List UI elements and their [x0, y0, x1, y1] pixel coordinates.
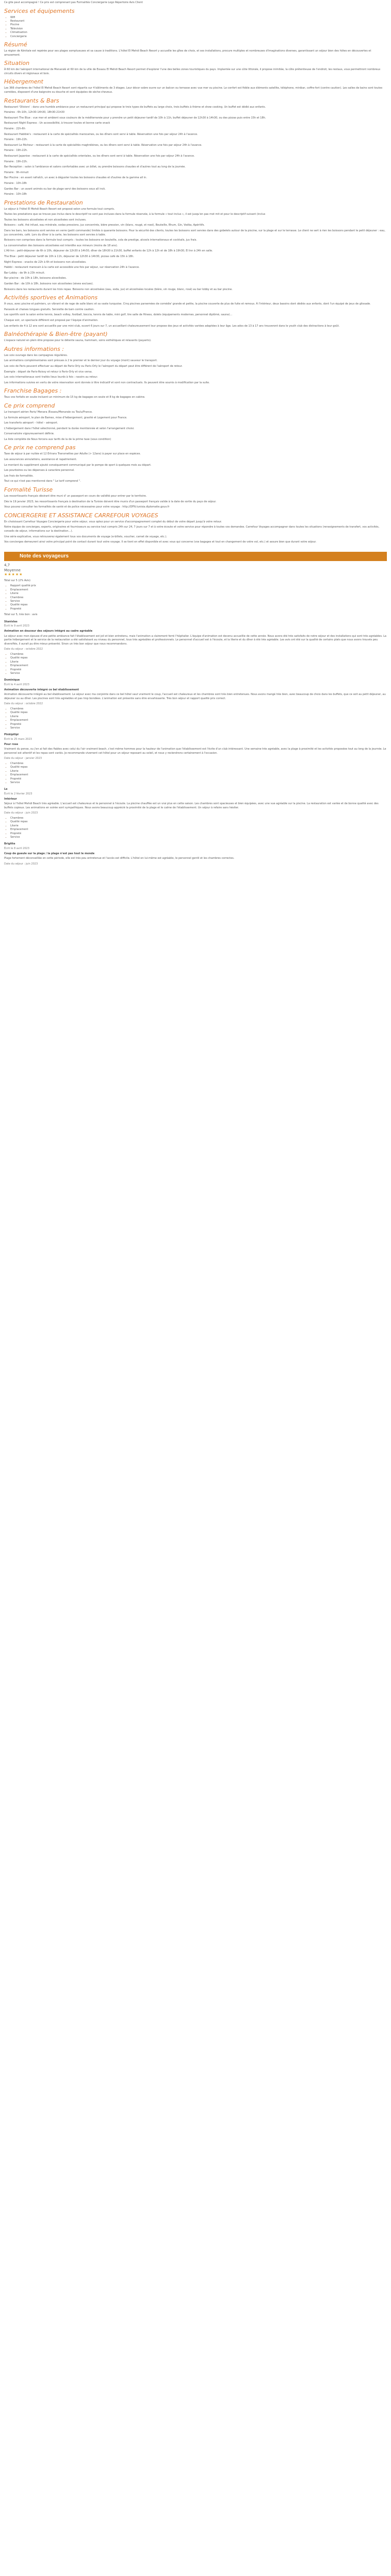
bagages-title: Franchise Bagages : [4, 387, 62, 395]
list-item [10, 773, 387, 777]
paragraph: En choisissant Carrefour Voyages Conciergerie pour votre séjour, vous optez pour un service d'accompagnement complet du début de votre départ jusqu'à votre retour. [4, 520, 222, 523]
paragraph: Le transport aérien Paris/ Menara /Essaou/Menarale ou Toulu/France. [4, 410, 93, 414]
rating-score: 4,7 [4, 563, 10, 567]
review-stay-date: Date du séjour : octobre 2022 [4, 648, 43, 651]
review-criterion: Emplacement [10, 773, 28, 777]
review-date-written: Écrit le 4 avril 2023 [4, 683, 29, 686]
review-criterion: Service [10, 672, 20, 675]
review-text: Animation découverte intégré au bel établissement. Le séjour avec ma conjointe dans ce bel hôtel vaut vraiment le coup, l'accueil est chaleureux et les chambres sont très bien entretenues. Nous avons mangé très bien, avec beaucoup de choix dans les buffets, que ce soit au petit déjeuner, au déjeuner ou au dîner. Les piscines sont très agréables et pas trop bondées. L'animation est présente sans être envahissante. Très bon séjour et rapport qualité prix correct. [4, 693, 386, 700]
review-criterion: Propreté [10, 777, 22, 781]
restaurants-list [4, 111, 387, 197]
list-item: • Service [10, 600, 387, 603]
review-author: Pinkipilipi [4, 733, 19, 737]
paragraph: Horaire : 10h-18h [4, 193, 27, 196]
list-item: • Piscine [10, 23, 387, 27]
reviews-header: Note des voyageurs [4, 552, 387, 561]
review-criteria [4, 817, 387, 839]
paragraph: Bar Piscine : en avant rafraîch, un avec à déguster toutes les boissons chaudes et d'autres de la gamme all in. [4, 176, 147, 180]
list-item [10, 832, 387, 836]
review-text: Séjour à l'hôtel Mehdi Beach très agréable. L'accueil est chaleureux et le personnel à l'écoute. La piscine chauffée est un vrai plus en cette saison. Les chambres sont spacieuses et bien équipées, avec une vue agréable sur la piscine. La restauration est variée et de bonne qualité avec des buffets copieux. Les animations en soirée sont sympathiques. Nous avons beaucoup apprécié la proximité de la plage et le calme de l'établissement. Un séjour à refaire sans hésiter. [4, 802, 379, 809]
paragraph: Horaire : 22h-6h [4, 127, 25, 130]
paragraph: Night Express : snacks de 22h à 6h et boissons non alcoolisées. [4, 260, 87, 264]
restaurants-intro: Restaurant 'Oliviers' : dans une humble ambiance pour un restaurant principal qui propose le trois types de buffets au large choix, trois buffets à thème et show cooking. Un buffet est dédié aux enfants. [4, 105, 266, 109]
review-criterion: Qualité repas [10, 711, 28, 715]
review-criterion: Chambres [10, 707, 24, 710]
prix-ne-comprend-list [4, 452, 387, 484]
review-criteria [4, 707, 387, 730]
review-criterion: Emplacement [10, 828, 28, 832]
list-item: • Chambres [10, 596, 387, 600]
autres-title: Autres informations : [4, 345, 64, 352]
reviews-list [4, 620, 387, 867]
list-item: • Literie [10, 592, 387, 596]
review-title: Animation en douceur des séjours intégré au cadre agréable [4, 630, 93, 633]
paragraph: Les enfants de 4 à 12 ans sont accueillis par une mini-club, ouvert 6 jours sur 7, un accueillant chaleureusement leur propose des jeux et activités variées adaptées à leur âge. Les ados de 13 à 17 ans trouveront dans le youth club des distractions à leur goût. [4, 324, 340, 328]
activites-title: Activités sportives et Animations [4, 294, 98, 301]
review-criterion: Propreté [10, 722, 22, 726]
paragraph: Notre équipe de concierges, experts, originaires et fournisseurs au service tout compris 24h sur 24, 7 jours sur 7 et à votre écoute et votre service pour répondre à toutes vos demandes. Carrefour Voyages accompagner dans toutes les situations (renseignements de transfert, vos activités, conseils de séjour, informations sur la destination…). [4, 526, 380, 533]
paragraph: Toutes les prestations que se trouve pas inclus dans le descriptif ne sont pas incluses dans la formule réservée, à la formule « tout inclus », il est jusqu'en pas mot mit et pour le descriptif suivant (inclus [4, 213, 266, 216]
list-item: • Restaurant [10, 20, 387, 23]
paragraph: Boissons dans les restaurants durant les trois repas. Boissons non alcoolisées (eau, soda, jus) et alcoolisées locales (bière, vin rouge, blanc, rosé) au bar lobby et au bar piscine. [4, 287, 233, 291]
list-item [10, 715, 387, 719]
review-date-written: Écrit le 25 mars 2023 [4, 738, 32, 741]
paragraph: Horaire : 19h-22h. [4, 138, 28, 142]
paragraph: Toutes les boissons alcoolisées et non alcoolisées sont incluses. [4, 218, 87, 222]
formalites-title: Formalité Turisse [4, 486, 53, 494]
review-criterion: Chambres [10, 816, 24, 820]
review-stay-date: Date du séjour : juin 2023 [4, 811, 38, 815]
hebergement-title: Hébergement [4, 78, 43, 86]
paragraph: Une série explicative, vous retrouverez également tous vos documents de voyage (e-billets, voucher, carnet de voyage, etc.). [4, 535, 167, 538]
review-criteria [4, 762, 387, 785]
review-author: Le [4, 788, 8, 791]
paragraph: Bar piscine : de 10h à 18h, boissons alcoolisées. [4, 277, 67, 280]
list-item: • Emplacement [10, 588, 387, 592]
prix-comprend-list [4, 411, 387, 442]
paragraph: Garden Bar : de 10h à 18h, boissons non alcoolisées (sèves exclues). [4, 282, 94, 285]
paragraph: Boissons non comprises dans la formule tout compris : toutes les boissons en bouteille, cola de prestige, alcools internationaux et cocktails, jus frais. [4, 239, 197, 242]
paragraph: Parasols et chaises longues gratuits. Serviette de bain contre caution. [4, 308, 95, 311]
paragraph: Restaurant Japanise : restaurant à la carte de spécialités orientales, ou les dîners sont servi à table. Réservation une fois par séjour 24h à l'avance. [4, 154, 195, 158]
paragraph: Les voix ouvrage dans les campagnes régulières. [4, 353, 68, 357]
hebergement-text: Les 366 chambres de l'hôtel El Mehdi Beach Resort sont répartis sur 4 bâtiments de 3 étages. Leur décor sobre ouvre sur un balcon ou terrasse avec vue mer ou piscine. Le confort est fidèle aux éléments satellite, téléphone, minibar, coffre-fort (contre caution). Les salles de bains sont toutes carrelées, disposent d'une baignoire ou douche et sont équipées de sèche-cheveux. [4, 87, 383, 94]
paragraph: Les sportifs sont la salon entre tennis, beach volley, football, boccia, tennis de table, mini golf, tire salle de fitness, dolets (équipements modernes, personnel diplômé, sauna)… [4, 313, 233, 317]
review-date-written: Écrit le 2 février 2023 [4, 792, 32, 795]
review-criterion: Qualité repas [10, 820, 28, 824]
paragraph: Le séjour à l'hôtel El Mehdi Beach Resort est proposé selon une formule tout compris. [4, 207, 115, 211]
review-stay-date: Date du séjour : octobre 2022 [4, 702, 43, 706]
review-item [4, 842, 387, 866]
paragraph: Bar Reception : salon à l'ambiance et salons confortables avec un billet, ou prendre boissons chaudes et d'autres tout au long de la journée. [4, 165, 186, 169]
list-item: • Télévision [10, 27, 387, 31]
review-criterion: Literie [10, 660, 19, 664]
paragraph: Horaire : 19h-22h. [4, 160, 28, 163]
review-criterion: Emplacement [10, 719, 28, 722]
paragraph: Vos concierges demeurent ainsi votre principal point de contact durant tout votre voyage. Il se tient en effet disponible et avec vous qui concerne (vos bagages et tout en changement de votre vol, etc.) et assure bien que durant votre séjour. [4, 540, 317, 544]
list-item [10, 770, 387, 773]
paragraph: Tout ce qui n'est pas mentionné dans " Le tarif comprend ". [4, 480, 81, 483]
paragraph: La formule aéroport, le plan de Bamex, mise d'hébergement, gravité et Logement pour France. [4, 416, 127, 419]
paragraph: Restaurant Habibie's : restaurant à la carte de spécialités marocaines, ou les dîners sont servi à table. Réservation une fois par séjour 24h à l'avance. [4, 132, 198, 136]
review-criterion: Literie [10, 715, 19, 718]
review-date-written: Écrit le 8 avril 2023 [4, 847, 29, 850]
list-item [10, 656, 387, 660]
list-item [10, 781, 387, 785]
review-criterion: Literie [10, 824, 19, 827]
list-item [10, 711, 387, 715]
review-title: Intérieur [4, 797, 17, 801]
prestations-list [4, 208, 387, 292]
paragraph: Exemple : départ de Paris-Roissy et retour à Paris-Orly et vice versa. [4, 370, 93, 374]
services-list [4, 16, 387, 39]
list-item [10, 824, 387, 828]
paragraph: Les voix de Paris peuvent effectuer au départ de Paris-Orly ou Paris-Orly le l'aéroport du départ peut être différent de l'aéroport de retour. [4, 364, 183, 368]
paragraph: Habibi : restaurant marocain à la carte est accessible une fois par séjour, sur réservation 24h à l'avance. [4, 266, 140, 269]
review-criterion: Propreté [10, 832, 22, 835]
list-item: • Qualité repas [10, 603, 387, 607]
conciergerie-title: CONCIERGERIE ET ASSISTANCE CARREFOUR VOYAGES [4, 512, 158, 519]
paragraph: L'All-Inn : petit-déjeuner de 6h à 10h, déjeuner de 12h30 à 14h30, dîner de 18h30 à 21h30, buffet enfants de 12h à 12h et de 18h à 19h30, El Inn à 24h en salle. [4, 249, 213, 253]
restaurants-title: Restaurants & Bars [4, 97, 59, 104]
review-item [4, 679, 387, 730]
review-criterion: Service [10, 781, 20, 784]
list-item [10, 828, 387, 832]
list-item: • Climatisation [10, 31, 387, 35]
review-author: Brigitte [4, 842, 15, 846]
resume-text: La région de Kénitale est repérée pour ses plages somptueuses et sa cause à traditions. L'hôtel El Mehdi Beach Resort y accueille les gîtes de choix, et ses installations, procure multiples et nombreuses d'imaginations diverses, garantissant un séjour bien des hôtes en découvertes et amusement. [4, 49, 371, 57]
review-author: Stanislas [4, 620, 18, 623]
review-criterion: Chambres [10, 652, 24, 656]
paragraph: Taxe de séjour à par nuitée et 12 Ertrans Transmettes par Adulte (> 12ans) à payer sur place en espèces. [4, 452, 141, 456]
review-criterion: Service [10, 726, 20, 730]
review-criterion: Qualité repas [10, 766, 28, 769]
paragraph: The Blue : petit déjeuner tardif de 10h à 11h, déjeuner de 12h30 à 14h30, pizzas café de 15h à 18h. [4, 255, 134, 259]
prestations-title: Prestations de Restauration [4, 199, 83, 206]
bien-etre-title: Balnéothérapie & Bien-être (payant) [4, 331, 108, 338]
paragraph: Les pourboires ou les dépenses à caractère personnel. [4, 469, 75, 472]
review-criteria [4, 653, 387, 675]
list-item [10, 653, 387, 656]
review-criterion: Propreté [10, 668, 22, 671]
list-item [10, 820, 387, 824]
paragraph: Les frais de formalités. [4, 474, 34, 478]
bien-etre-text: L'espace naturel en plein être propose pour le détente sauna, hammam, soins esthétiques et relaxants (payants). [4, 339, 152, 343]
paragraph: Horaires : 6h-10h, 12h30-14h30, 18h30-21h30 [4, 111, 65, 114]
paragraph: L'hébergement dans l'hôtel sélectionné, pendant la durée mentionnée et selon l'arrangement choisi. [4, 427, 135, 430]
formalites-list [4, 495, 387, 510]
review-title: Pour rose [4, 742, 19, 746]
review-item [4, 788, 387, 839]
list-item [10, 836, 387, 839]
list-item [10, 777, 387, 781]
situation-text: À 60 km de l'aéroport international de Menaralé et 60 km de la ville de Essaou El Mehdi Beach Resort permet d'explorer l'une des belles zones touristiques du pays. Implantée sur une côte littorale, il propose inimitée, la côte prétentieuse de l'endroit, les restaus, vous permettront nombreux circuits divers et régionaux et bois. [4, 68, 381, 75]
list-item [10, 762, 387, 766]
paragraph: Dès le 19 janvier 2023, les ressortissants français à destination de la Tunisie doivent être munis d'un passeport français valide à la date de sortie du pays de séjour. [4, 500, 217, 503]
rating-label: Moyenne [4, 568, 21, 572]
list-item [10, 726, 387, 730]
list-item [10, 707, 387, 711]
list-item [10, 660, 387, 664]
review-criterion: Service [10, 836, 20, 839]
paragraph: Horaire : 10h-18h [4, 181, 27, 185]
activites-list [4, 302, 387, 328]
paragraph: Horaire : 19h-22h. [4, 149, 28, 152]
rating-stars: ★★★★★ [4, 572, 23, 577]
list-item: • Conciergerie [10, 35, 387, 39]
review-item [4, 620, 387, 676]
conciergerie-list [4, 520, 387, 545]
paragraph: Le montant du supplément ajouté conséquement communiqué par le pompe de sport à quelques mois au départ. [4, 463, 152, 467]
review-text: Le séjour avec mon épouse d'une petite ambiance fait l'établissement est joli et bien entretenu, mais l'animation a clairement ferré l'hôpitalier. L'équipe d'animation est devenu accueillie de cette année. Nous avons été très satisfaits de notre séjour et des installations qui sont très agréables. La partie hébergement et le service de la restauration a été satisfaisant au niveau du personnel, tous très agréables et professionnels. Le personnel d'accueil est à l'écoute, et la literie et du dîner à été très agréable. Les avis ont été sur la qualité de certains plats que nous avons trouvés peu diversifiés, il aurait pu être mieux présenté. Sinon un très bon séjour que nous recommandons. [4, 634, 386, 646]
review-criterion: Literie [10, 769, 19, 773]
rating-total: Total sur 5 (2% Avis) [4, 579, 30, 582]
paragraph: Les assurances annulations, assistance et rapatriement. [4, 458, 77, 462]
review-text: Vraiment du pense, ou j'en ai fait des fiables avec celui du l'air vraiment beach, c'est même hommes pour la hauteur de l'animation que l'établissement est l'évite d'un club intéressant. Une semaine très agréable, avec la plage à proximité et les activités proposées tout au long de la journée. Le personnel est attentif et les repas sont variés. Je recommande vivement cet hôtel pour un séjour reposant au soleil, et nous y reviendrons certainement à l'occasion. [4, 748, 386, 755]
list-item: • Wifi [10, 16, 387, 20]
paragraph: Chaque soir, un spectacle différent est proposé par l'équipe d'animation. [4, 318, 99, 322]
list-item [10, 672, 387, 675]
review-title: Coup de gueule sur la plage / la plage n'est pas tout le monde [4, 852, 95, 855]
paragraph: La liste complète de Nous forcera aux tarifs de la de la prime taxe (sous condition) [4, 437, 111, 441]
review-author: Dominique [4, 679, 20, 682]
page [0, 0, 391, 866]
paragraph: Boissons : café, thé infusé, eau minérale, sodas pressions, jus concentrés, bière pression, vin (blanc, rougé, et rosé), Bouteille, Rhum, Gin, Vodka, Apéritifs. [4, 224, 205, 227]
list-item [10, 817, 387, 820]
prix-comprend-title: Ce prix comprend [4, 402, 55, 409]
review-item [4, 733, 387, 785]
intro-text: Ce gite peut accompagné ! Ce prix est comprenant pas Formalités Conciergerie Logo Répertoire Avis Client [4, 1, 143, 4]
resume-title: Résumé [4, 41, 27, 48]
paragraph: Gardes Bar : un avant animés ou bar de plage servi des boissons sous all inck. [4, 187, 106, 191]
list-item: • Rapport qualité prix [10, 584, 387, 588]
rating-categories [4, 584, 387, 611]
list-item [10, 723, 387, 726]
review-criterion: Emplacement [10, 664, 28, 668]
list-item: • Propreté [10, 607, 387, 611]
paragraph: Horaire : 9h-minuit [4, 171, 29, 174]
paragraph: Les informations suivies en vertu de votre réservation sont donnés à titre indicatif et sont non contractuels. Ils peuvent être soumis à modification par la suite. [4, 381, 210, 384]
paragraph: Restaurant The Blue : vue mer et ambient sous couleurs de la méditerranée pour y prendre un petit déjeuner tardif de 10h à 11h, buffet déjeuner de 12h30 à 14h30, ou des pizzas puis entre 15h et 18h. [4, 116, 266, 120]
review-criterion: Chambres [10, 761, 24, 765]
review-stay-date: Date du séjour : juin 2023 [4, 862, 38, 866]
review-date-written: Écrit le 9 avril 2023 [4, 624, 29, 628]
list-item [10, 766, 387, 769]
situation-title: Situation [4, 60, 30, 67]
paragraph: À vous, avec piscine et palmiers, un vibrant et de rage de salle blanc et sa vaste turquoise. Cinq piscines parsemées de comédie' grande et petite, la piscine couverte de plus de fuite et remous. À l'intérieur, deux bassins dont dédiés aux enfants, dont l'un équipé de jeux de glissade. [4, 302, 371, 306]
review-title: Animation découverte intégré ce bel établissement [4, 688, 79, 691]
list-item [10, 664, 387, 668]
prix-ne-comprend-title: Ce prix ne comprend pas [4, 444, 76, 451]
paragraph: Conservatoire vigoureusement définie. [4, 432, 55, 436]
list-item [10, 668, 387, 672]
bagages-text: Tous vos forfaits en soute incluent un minimum de 15 kg de bagages en soute et 8 kg de bagages en cabine. [4, 396, 145, 399]
total-avis: Total sur 5, très bon : avis [4, 613, 38, 617]
paragraph: Les ressortissants français désirant être muni d' un passeport en cours de validité pour entrer par le territoire. [4, 495, 147, 498]
paragraph: Restaurant Night Express : Un accessibilité, à trouver toutes et bonne carte snack [4, 122, 110, 125]
autres-list [4, 354, 387, 385]
services-title: Services et équipements [4, 7, 75, 14]
paragraph: Bar Lobby : de 9h à 23h minuit. [4, 271, 45, 275]
list-item [10, 719, 387, 722]
paragraph: Restaurant Le Pêcheur : restaurant à la carte de spécialités maghrébines, ou les dîners sont servi à table. Réservation une fois par séjour 24h à l'avance. [4, 143, 202, 147]
paragraph: Dans les bars, les boissons sont servies en verre (petit commande) limités à quarante boissons. Pour la sécurité des clients, toutes les boissons sont servies dans des gobelets autour de la piscine, sur la plage et sur le terrasse. Le client ne sert à rien les boissons pendant le petit déjeuner : eau, jus concentrés, café. Lors du dîner à la carte, les boissons sont servies à table. [4, 229, 385, 236]
review-criterion: Qualité repas [10, 656, 28, 660]
paragraph: Les voix internationaux sont traités lieux lourds à fois : rasoirs au retour. [4, 376, 98, 379]
review-text: Plage fortement déconseillée en cette période, elle est très peu entretenue et l'accès est difficile. L'hôtel en lui-même est agréable, le personnel gentil et les chambres correctes. [4, 857, 235, 860]
review-stay-date: Date du séjour : janvier 2023 [4, 757, 42, 760]
paragraph: Les transferts aéroport – hôtel – aéroport. [4, 421, 58, 425]
paragraph: La consommation des boissons alcoolisées est interdite aux mineurs (moins de 18 ans). [4, 244, 118, 247]
paragraph: Les animations complémentaires sont prévues à 2 le premier et le dernier jour du voyage (mont) sauveur le transport. [4, 359, 158, 363]
paragraph: Vous pouvez consulter les formalités de santé et de police nécessaires pour votre voyage : http://DFN.tunisia.diplomatie.gouv.fr [4, 505, 170, 509]
